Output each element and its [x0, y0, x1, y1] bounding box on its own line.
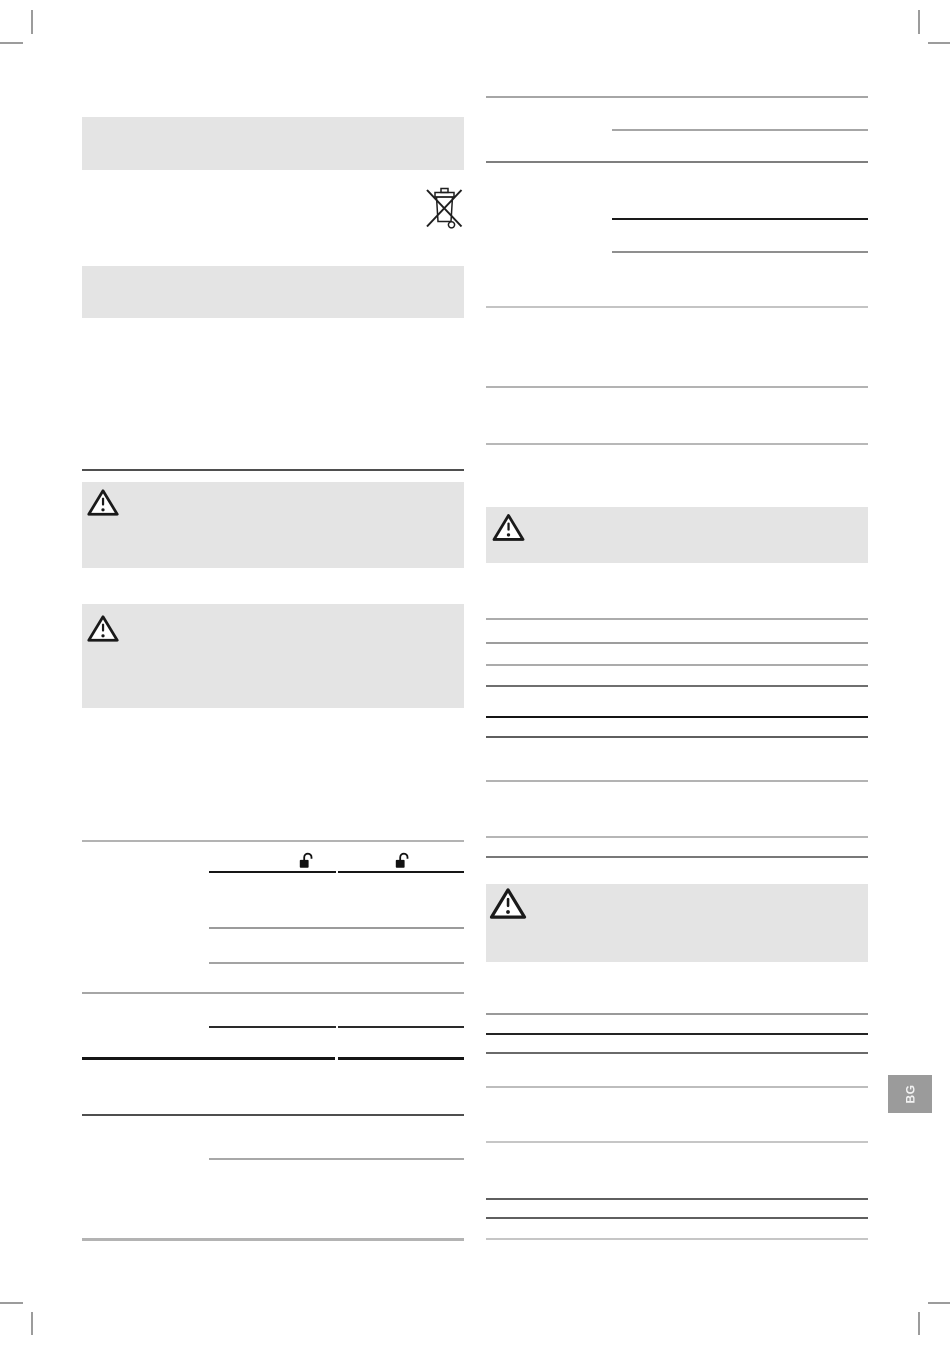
table-rule: [338, 1057, 464, 1060]
crop-mark-top-right-v: [918, 10, 920, 34]
table-rule: [486, 618, 868, 620]
table-rule: [486, 1086, 868, 1088]
table-rule: [338, 871, 464, 873]
crop-mark-bottom-left-v: [31, 1312, 33, 1335]
warning-triangle-icon: [489, 887, 527, 925]
table-rule: [486, 1033, 868, 1035]
warning-triangle-icon: [87, 488, 119, 522]
table-rule: [486, 1198, 868, 1200]
table-rule: [486, 1217, 868, 1219]
language-tab-bg: [888, 1075, 932, 1113]
table-rule: [486, 1238, 868, 1240]
table-rule: [486, 856, 868, 858]
warning-triangle-icon: [87, 614, 119, 648]
section-heading-box: [82, 117, 464, 170]
table-rule: [486, 836, 868, 838]
table-rule: [82, 840, 464, 842]
table-rule: [486, 161, 868, 163]
table-rule: [82, 992, 464, 994]
table-rule: [486, 685, 868, 687]
weee-crossed-out-bin-icon: [423, 181, 465, 233]
language-tab-label: BG: [903, 1084, 917, 1104]
open-padlock-icon: [299, 852, 314, 870]
warning-note-box: [82, 604, 464, 708]
crop-mark-bottom-left-h: [0, 1302, 23, 1304]
table-rule: [486, 306, 868, 308]
table-rule: [209, 871, 336, 873]
table-rule: [82, 1238, 464, 1241]
table-rule: [82, 1057, 335, 1060]
table-rule: [486, 780, 868, 782]
section-divider: [82, 469, 464, 471]
table-rule: [486, 1141, 868, 1143]
table-rule: [486, 1052, 868, 1054]
table-rule: [612, 218, 868, 220]
table-rule: [338, 1026, 464, 1028]
table-rule: [486, 96, 868, 98]
crop-mark-top-right-h: [928, 42, 950, 44]
table-rule: [486, 1013, 868, 1015]
section-heading-box: [82, 266, 464, 318]
table-rule: [486, 664, 868, 666]
warning-note-box: [486, 507, 868, 563]
crop-mark-top-left-v: [31, 10, 33, 34]
crop-mark-top-left-h: [0, 42, 23, 44]
warning-note-box: [82, 482, 464, 568]
table-rule: [486, 443, 868, 445]
table-rule: [486, 736, 868, 738]
table-rule: [209, 1026, 336, 1028]
table-rule: [486, 386, 868, 388]
table-rule: [209, 1158, 464, 1160]
table-rule: [612, 129, 868, 131]
warning-note-box: [486, 884, 868, 962]
table-rule: [486, 716, 868, 718]
table-rule: [209, 927, 464, 929]
crop-mark-bottom-right-v: [918, 1312, 920, 1335]
warning-triangle-icon: [492, 513, 525, 547]
table-rule: [486, 642, 868, 644]
table-rule: [82, 1114, 464, 1116]
crop-mark-bottom-right-h: [928, 1302, 950, 1304]
table-rule: [209, 962, 464, 964]
table-rule: [612, 251, 868, 253]
open-padlock-icon: [395, 852, 410, 870]
